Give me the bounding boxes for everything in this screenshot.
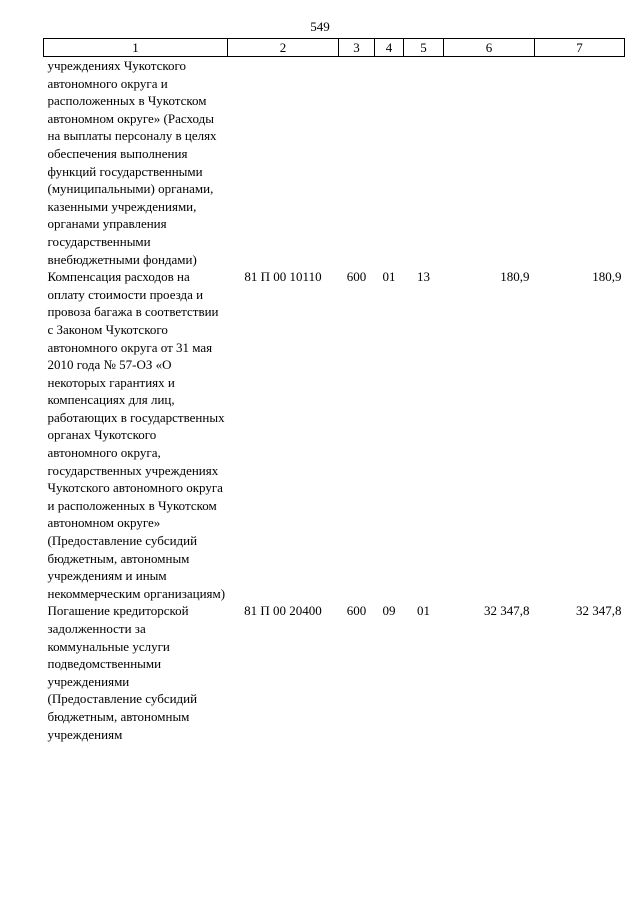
column-header: 2 xyxy=(228,39,339,57)
header-row xyxy=(44,39,625,57)
row-description: учреждениях Чукотского автономного округа и расположенных в Чукотском автономном округе» (Расходы на выплаты персоналу в целях обеспечения выполнения функций государственными (муниципальными) органами, казенными учреждениями, органами управления государственными внебюджетными фондами) xyxy=(47,58,217,267)
page-number: 549 xyxy=(310,19,330,34)
expense-type-code xyxy=(339,57,375,269)
column-header: 7 xyxy=(535,39,625,57)
row-description: Погашение кредиторской задолженности за коммунальные услуги подведомственными учреждениями (Предоставление субсидий бюджетным, автономным учреждениям xyxy=(47,603,198,742)
section-code: 09 xyxy=(382,603,396,619)
target-article-code xyxy=(228,57,339,269)
expense-type-code: 600 xyxy=(346,269,367,285)
column-header: 1 xyxy=(44,39,228,57)
column-header: 6 xyxy=(444,39,535,57)
column-header: 4 xyxy=(375,39,404,57)
budget-table xyxy=(43,38,625,743)
subsection-code: 01 xyxy=(417,603,430,619)
column-header: 3 xyxy=(339,39,375,57)
target-article-code: 81 П 00 20400 xyxy=(244,603,322,619)
column-header: 5 xyxy=(404,39,444,57)
section-code: 01 xyxy=(382,269,396,285)
amount-column-7: 180,9 xyxy=(592,269,622,285)
table-row xyxy=(44,602,625,743)
row-description: Компенсация расходов на оплату стоимости проезда и провоза багажа в соответствии с Законом Чукотского автономного округа от 31 мая 2010 года № 57-ОЗ «О некоторых гарантиях и компенсациях для лиц, работающих в государственных органах Чукотского автономного округа, государственных учреждениях Чукотского автономного округа и расположенных в Чукотском автономном округе» (Предоставление субсидий бюджетным, автономным учреждениям и иным некоммерческим организациям) xyxy=(47,269,226,601)
section-code xyxy=(375,57,404,269)
amount-column-7 xyxy=(535,57,625,269)
expense-type-code: 600 xyxy=(346,603,367,619)
amount-column-6 xyxy=(444,57,535,269)
subsection-code xyxy=(404,57,444,269)
table-row xyxy=(44,57,625,269)
amount-column-7: 32 347,8 xyxy=(576,603,622,619)
subsection-code: 13 xyxy=(417,269,430,285)
amount-column-6: 32 347,8 xyxy=(484,603,530,619)
target-article-code: 81 П 00 10110 xyxy=(244,269,322,285)
amount-column-6: 180,9 xyxy=(500,269,530,285)
table-row xyxy=(44,268,625,602)
